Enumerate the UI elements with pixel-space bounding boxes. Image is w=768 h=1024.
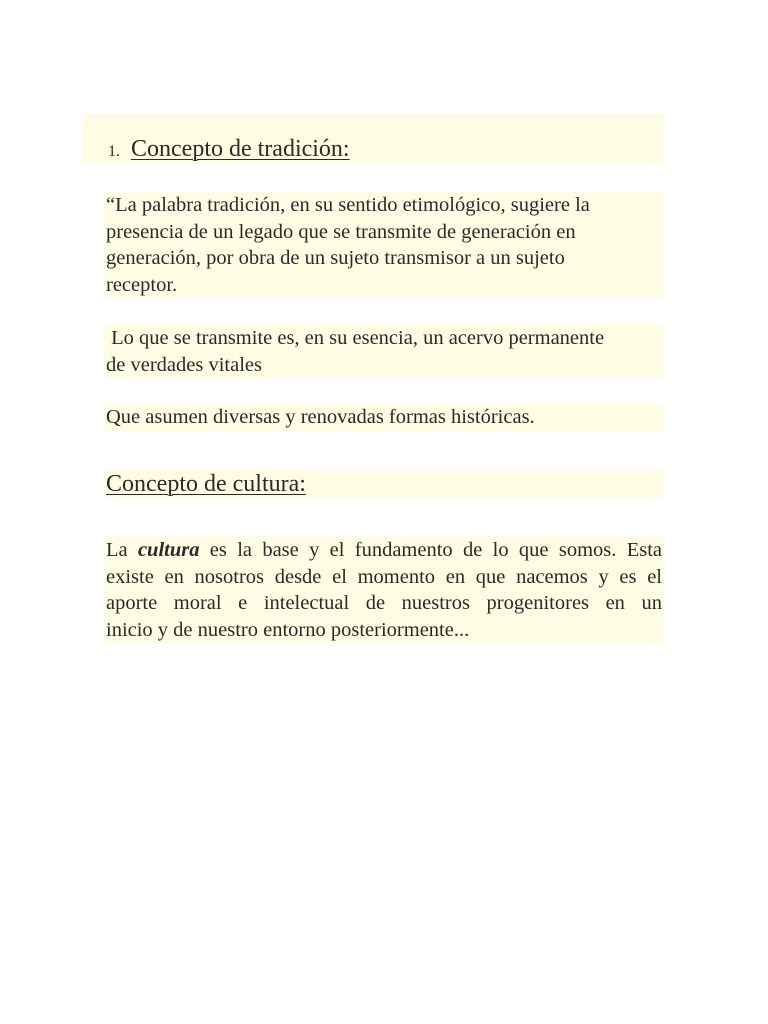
text-line: “La palabra tradición, en su sentido etimológico, sugiere la: [106, 194, 590, 216]
text-line: aporte moral e intelectual de nuestros progenitores en un: [106, 592, 662, 614]
emphasis-cultura: cultura: [137, 539, 200, 561]
section-heading-tradicion: [83, 114, 664, 164]
text-line: Lo que se transmite es, en su esencia, un acervo permanente: [106, 327, 605, 349]
text-line: generación, por obra de un sujeto transmisor a un sujeto: [106, 247, 565, 269]
heading-title-cultura: Concepto de cultura:: [106, 471, 306, 497]
text-line: [106, 537, 662, 564]
text-line: receptor.: [106, 273, 178, 296]
text-line: Que asumen diversas y renovadas formas históricas.: [106, 406, 535, 428]
text-line: presencia de un legado que se transmite de generación en: [106, 220, 576, 243]
list-number: 1.: [108, 143, 120, 160]
heading-title-tradicion: Concepto de tradición:: [131, 136, 350, 162]
text-line: de verdades vitales: [106, 353, 262, 376]
text-segment: La: [106, 539, 138, 561]
text-line: inicio y de nuestro entorno posteriormente...: [106, 618, 470, 641]
text-segment: es la base y el fundamento de lo que somos. Esta: [199, 539, 662, 561]
paragraph-formas-historicas: [104, 403, 664, 431]
paragraph-definition-tradicion: [104, 191, 664, 298]
paragraph-transmision: [104, 324, 664, 378]
paragraph-cultura: [104, 536, 664, 643]
section-heading-cultura: [104, 470, 664, 498]
text-line: existe en nosotros desde el momento en que nacemos y es el: [106, 565, 662, 588]
